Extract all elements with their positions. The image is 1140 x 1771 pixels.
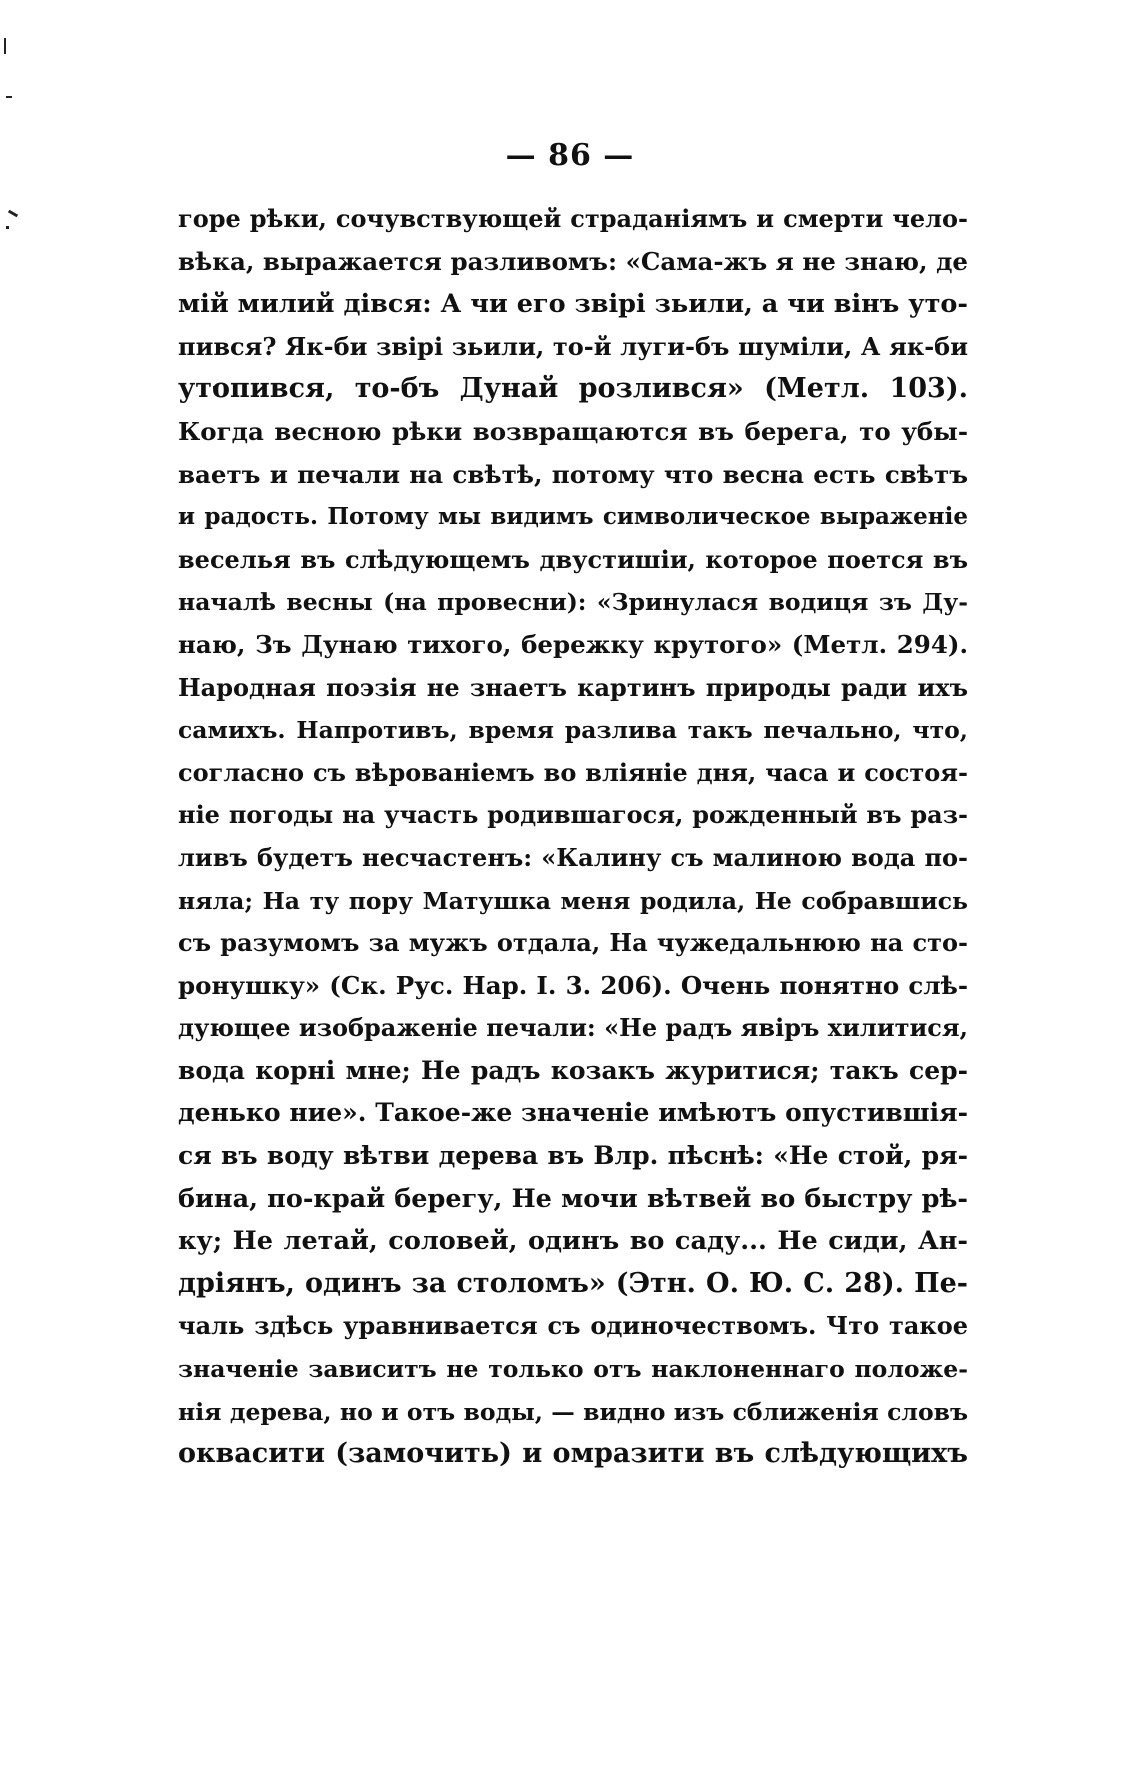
- text-line: ронушку» (Ск. Рус. Нар. I. 3. 206). Очень понятно слѣ-: [178, 970, 968, 1000]
- body-text: [178, 198, 968, 1476]
- text-line: началѣ весны (на провесни): «Зринулася водиця зъ Ду-: [178, 588, 968, 617]
- text-line: Когда весною рѣки возвращаются въ берега, то убы-: [178, 416, 968, 446]
- text-line: утопився, то-бъ Дунай розлився» (Метл. 103).: [178, 373, 968, 405]
- text-line: и радость. Потому мы видимъ символическое выраженіе: [178, 503, 968, 531]
- text-line: дріянъ, одинъ за столомъ» (Этн. О. Ю. С. 28). Пе-: [178, 1267, 968, 1299]
- text-line: мій милий дівся: А чи его звірі зьили, а чи вінъ уто-: [178, 289, 968, 320]
- scan-speck: [4, 38, 6, 54]
- text-line: дующее изображеніе печали: «Не радъ явіръ хилитися,: [178, 1013, 968, 1043]
- text-line: веселья въ слѣдующемъ двустишіи, которое поется въ: [178, 544, 968, 574]
- text-line: вѣка, выражается разливомъ: «Сама-жъ я не знаю, де: [178, 246, 968, 276]
- text-line: нія дерева, но и отъ воды, — видно изъ сближенія словъ: [178, 1397, 968, 1426]
- scan-speck: [6, 226, 9, 229]
- text-line: оквасити (замочить) и омразити въ слѣдующихъ: [178, 1438, 968, 1470]
- scan-speck: [6, 96, 12, 98]
- text-line: ку; Не летай, соловей, одинъ во саду... Не сиди, Ан-: [178, 1226, 968, 1257]
- text-line: чаль здѣсь уравнивается съ одиночествомъ. Что такое: [178, 1311, 968, 1341]
- text-line: ніе погоды на участь родившагося, рожденный въ раз-: [178, 800, 968, 830]
- text-line: бина, по-край берегу, Не мочи вѣтвей во быстру рѣ-: [178, 1183, 968, 1214]
- text-line: ливъ будетъ несчастенъ: «Калину съ малиною вода по-: [178, 842, 968, 872]
- text-line: вода корні мне; Не радъ козакъ журитися; такъ сер-: [178, 1055, 968, 1085]
- page-number: — 86 —: [505, 138, 635, 173]
- text-line: няла; На ту пору Матушка меня родила, Не собравшись: [178, 886, 968, 915]
- text-line: ваетъ и печали на свѣтѣ, потому что весна есть свѣтъ: [178, 459, 968, 489]
- text-line: съ разумомъ за мужъ отдала, На чужедальнюю на сто-: [178, 928, 968, 958]
- text-line: ся въ воду вѣтви дерева въ Влр. пѣснѣ: «Не стой, ря-: [178, 1141, 968, 1171]
- text-line: согласно съ вѣрованіемъ во вліяніе дня, часа и состоя-: [178, 757, 968, 787]
- text-line: значеніе зависитъ не только отъ наклоненнаго положе-: [178, 1355, 968, 1384]
- text-line: наю, Зъ Дунаю тихого, бережку крутого» (Метл. 294).: [178, 629, 968, 659]
- text-line: самихъ. Напротивъ, время разлива такъ печально, что,: [178, 716, 968, 745]
- scan-speck: [8, 210, 18, 218]
- text-line: горе рѣки, сочувствующей страданіямъ и смерти чело-: [178, 204, 968, 233]
- text-line: пився? Як-би звірі зьили, то-й луги-бъ шуміли, А як-би: [178, 331, 968, 361]
- text-line: Народная поэзія не знаетъ картинъ природы ради ихъ: [178, 672, 968, 702]
- text-line: денько ние». Такое-же значеніе имѣютъ опустившія-: [178, 1098, 968, 1128]
